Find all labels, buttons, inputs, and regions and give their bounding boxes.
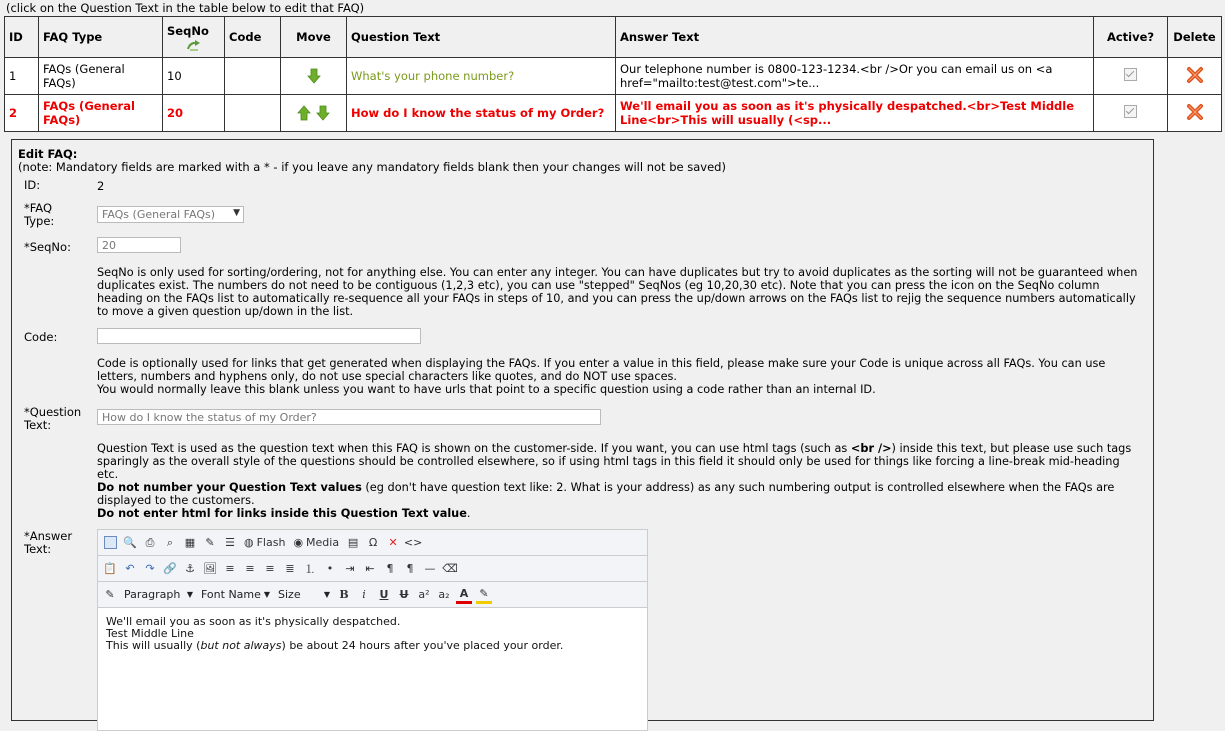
style-icon[interactable]: ✎: [105, 588, 115, 601]
flash-icon: ◍: [244, 536, 254, 549]
editor-toolbar-3: [98, 582, 647, 608]
justify-icon[interactable]: ≣: [285, 562, 295, 575]
code-help-text: Code is optionally used for links that get generated when displaying the FAQs. If you enter a value in this field, please make sure your Code is unique across all FAQs. You can use letters, numbers and hyphens only, do not use special characters like quotes, and do NOT use spaces.: [97, 357, 1106, 383]
delete-icon[interactable]: [1186, 103, 1204, 121]
row-id: 2: [5, 95, 39, 132]
underline-icon[interactable]: U: [379, 588, 389, 601]
edit-title: Edit FAQ:: [18, 147, 78, 161]
row-move: [281, 58, 347, 95]
instruction-hint: (click on the Question Text in the table below to edit that FAQ): [6, 1, 365, 15]
question-help-text-2: ) inside this text, but please use such tags sparingly as the overall style of the questions should be controlled elsewhere, so if using html tags in this field it should only be used for things like forcing a line-break mid-heading etc.: [97, 442, 1132, 481]
editor-toolbar-1: [98, 530, 647, 556]
move-down-icon[interactable]: [316, 105, 330, 121]
active-checkbox[interactable]: [1124, 105, 1137, 118]
hr-line-icon[interactable]: —: [424, 562, 436, 575]
row-active: [1094, 95, 1168, 132]
paragraph-icon[interactable]: ¶: [406, 562, 414, 575]
bold-icon[interactable]: B: [339, 588, 349, 601]
format-label: Paragraph: [124, 588, 181, 601]
row-active: [1094, 58, 1168, 95]
rich-text-editor: [97, 529, 648, 731]
id-label: ID:: [24, 178, 41, 192]
code-help-text-2: You would normally leave this blank unless you want to have urls that point to a specific question using a code rather than an internal ID.: [97, 383, 876, 396]
horizontal-rule-icon[interactable]: ☰: [225, 536, 235, 549]
answer-text-label: *Answer Text:: [24, 529, 73, 556]
faq-type-label: *FAQ Type:: [24, 201, 55, 228]
question-text-label: *Question Text:: [24, 405, 82, 432]
header-delete: Delete: [1168, 17, 1222, 58]
row-answer-text: Our telephone number is 0800-123-1234.<br />Or you can email us on <a href="mailto:test@test.com">te...: [616, 58, 1094, 95]
eraser-icon[interactable]: ⌫: [442, 562, 458, 575]
row-seqno: 10: [163, 58, 225, 95]
ltr-icon[interactable]: ¶: [386, 562, 394, 575]
media-button[interactable]: [291, 535, 341, 551]
seqno-label: *SeqNo:: [24, 240, 71, 254]
italic-icon[interactable]: i: [362, 588, 366, 601]
edit-table-icon[interactable]: ✎: [205, 536, 215, 549]
faq-table: [4, 16, 1222, 132]
row-id: 1: [5, 58, 39, 95]
question-help-warning-2: Do not enter html for links inside this Question Text value: [97, 507, 467, 520]
question-help-text-4: .: [466, 507, 471, 520]
source-icon[interactable]: [102, 535, 118, 551]
table-header-row: [5, 17, 1222, 58]
table-icon[interactable]: ▦: [184, 536, 196, 549]
highlight-icon[interactable]: ✎: [476, 585, 492, 604]
header-seqno[interactable]: [163, 17, 225, 58]
header-code: Code: [225, 17, 281, 58]
delete-icon[interactable]: [1186, 66, 1204, 84]
align-right-icon[interactable]: ≡: [265, 562, 275, 575]
edit-faq-panel: [11, 139, 1154, 721]
header-move: Move: [281, 17, 347, 58]
faq-type-selected: FAQs (General FAQs): [102, 208, 216, 221]
move-up-icon[interactable]: [297, 105, 311, 121]
table-row-selected: [5, 95, 1222, 132]
subscript-icon[interactable]: a₂: [438, 588, 450, 601]
row-seqno: 20: [163, 95, 225, 132]
numbered-list-icon[interactable]: ⒈: [304, 562, 316, 576]
header-seqno-label: SeqNo: [167, 23, 209, 38]
chevron-down-icon: ▼: [263, 590, 270, 599]
row-move: [281, 95, 347, 132]
header-active: Active?: [1094, 17, 1168, 58]
code-help: [97, 357, 1142, 396]
move-down-icon[interactable]: [307, 68, 321, 84]
text-color-icon[interactable]: A: [456, 585, 472, 604]
chevron-down-icon: ▼: [233, 208, 240, 218]
resequence-icon[interactable]: [186, 40, 202, 51]
header-faq-type: FAQ Type: [39, 17, 163, 58]
font-name-select[interactable]: [199, 588, 272, 601]
row-delete: [1168, 58, 1222, 95]
font-size-select[interactable]: [276, 588, 332, 601]
code-input[interactable]: [97, 328, 421, 344]
table-row: [5, 58, 1222, 95]
row-delete: [1168, 95, 1222, 132]
editor-line: We'll email you as soon as it's physically despatched.: [106, 615, 401, 628]
row-code: [225, 95, 281, 132]
editor-text: This will usually (: [106, 639, 201, 652]
header-id: ID: [5, 17, 39, 58]
media-label: Media: [306, 536, 340, 549]
template-icon[interactable]: ▤: [347, 536, 359, 549]
editor-toolbar-2: [98, 556, 647, 582]
find-icon[interactable]: 🔍: [123, 536, 137, 549]
chevron-down-icon: ▼: [186, 590, 193, 599]
paste-icon[interactable]: 📋: [103, 562, 117, 575]
bullet-list-icon[interactable]: •: [326, 562, 334, 575]
media-icon: ◉: [293, 536, 304, 549]
question-help-warning-1: Do not number your Question Text values: [97, 481, 362, 494]
faq-type-select[interactable]: [97, 206, 244, 223]
remove-icon[interactable]: ✕: [388, 536, 398, 549]
anchor-icon[interactable]: ⚓: [185, 562, 195, 575]
row-faq-type: FAQs (General FAQs): [39, 95, 163, 132]
active-checkbox[interactable]: [1124, 68, 1137, 81]
mandatory-note: (note: Mandatory fields are marked with a * - if you leave any mandatory fields blank then your changes will not be saved): [18, 160, 726, 174]
redo-icon[interactable]: ↷: [145, 562, 155, 575]
strikethrough-icon[interactable]: U: [399, 588, 409, 601]
question-help: [97, 442, 1142, 520]
id-value: 2: [97, 179, 105, 193]
row-question-text[interactable]: How do I know the status of my Order?: [347, 95, 616, 132]
question-help-text: Question Text is used as the question text when this FAQ is shown on the customer-side. If you want, you can use html tags (such as: [97, 442, 851, 455]
seqno-help: SeqNo is only used for sorting/ordering, not for anything else. You can enter any integer. You can have duplicates but try to avoid duplicates as the sorting will not be guaranteed when duplicates exist. The numbers do not need to be contiguous (1,2,3 etc), you can use "stepped" SeqNos (eg 10,20,30 etc). Note that you can press the icon on the SeqNo column heading on the FAQs list to automatically re-sequence all your FAQs in steps of 10, and you can press the up/down arrows on the FAQs list to rejig the sequence numbers automatically to move a given question up/down in the list.: [97, 266, 1138, 318]
editor-line: [106, 640, 639, 652]
align-left-icon[interactable]: ≡: [225, 562, 235, 575]
flash-label: Flash: [256, 536, 286, 549]
question-text-input[interactable]: How do I know the status of my Order?: [97, 409, 601, 425]
image-icon[interactable]: 🖼: [203, 562, 217, 575]
seqno-input[interactable]: 20: [97, 237, 181, 253]
outdent-icon[interactable]: ⇤: [365, 562, 375, 575]
superscript-icon[interactable]: a²: [418, 588, 430, 601]
header-question-text: Question Text: [347, 17, 616, 58]
print-icon[interactable]: ⎙: [145, 535, 155, 549]
editor-italic-text: but not always: [200, 639, 282, 652]
special-char-icon[interactable]: Ω: [368, 536, 378, 549]
row-code: [225, 58, 281, 95]
indent-icon[interactable]: ⇥: [345, 562, 355, 575]
row-faq-type: FAQs (General FAQs): [39, 58, 163, 95]
question-help-text-3: (eg don't have question text like: 2. What is your address) as any such numbering output is controlled elsewhere when the FAQs are displayed to the customers.: [97, 481, 1115, 507]
binoculars-icon[interactable]: ⌕: [166, 535, 174, 549]
editor-line: Test Middle Line: [106, 627, 194, 640]
row-question-text[interactable]: What's your phone number?: [347, 58, 616, 95]
undo-icon[interactable]: ↶: [125, 562, 135, 575]
code-icon[interactable]: <>: [403, 536, 423, 549]
flash-button[interactable]: [242, 535, 287, 551]
align-center-icon[interactable]: ≡: [245, 562, 255, 575]
code-label: Code:: [24, 330, 58, 344]
size-label: Size: [278, 588, 301, 601]
header-answer-text: Answer Text: [616, 17, 1094, 58]
chevron-down-icon: ▼: [323, 590, 330, 599]
row-answer-text: We'll email you as soon as it's physically despatched.<br>Test Middle Line<br>This will usually (<sp...: [616, 95, 1094, 132]
editor-text: ) be about 24 hours after you've placed your order.: [281, 639, 564, 652]
font-label: Font Name: [201, 588, 261, 601]
format-select[interactable]: [122, 588, 195, 601]
editor-content[interactable]: [98, 608, 647, 660]
link-icon[interactable]: 🔗: [163, 562, 177, 575]
question-help-tag: <br />: [850, 442, 892, 455]
